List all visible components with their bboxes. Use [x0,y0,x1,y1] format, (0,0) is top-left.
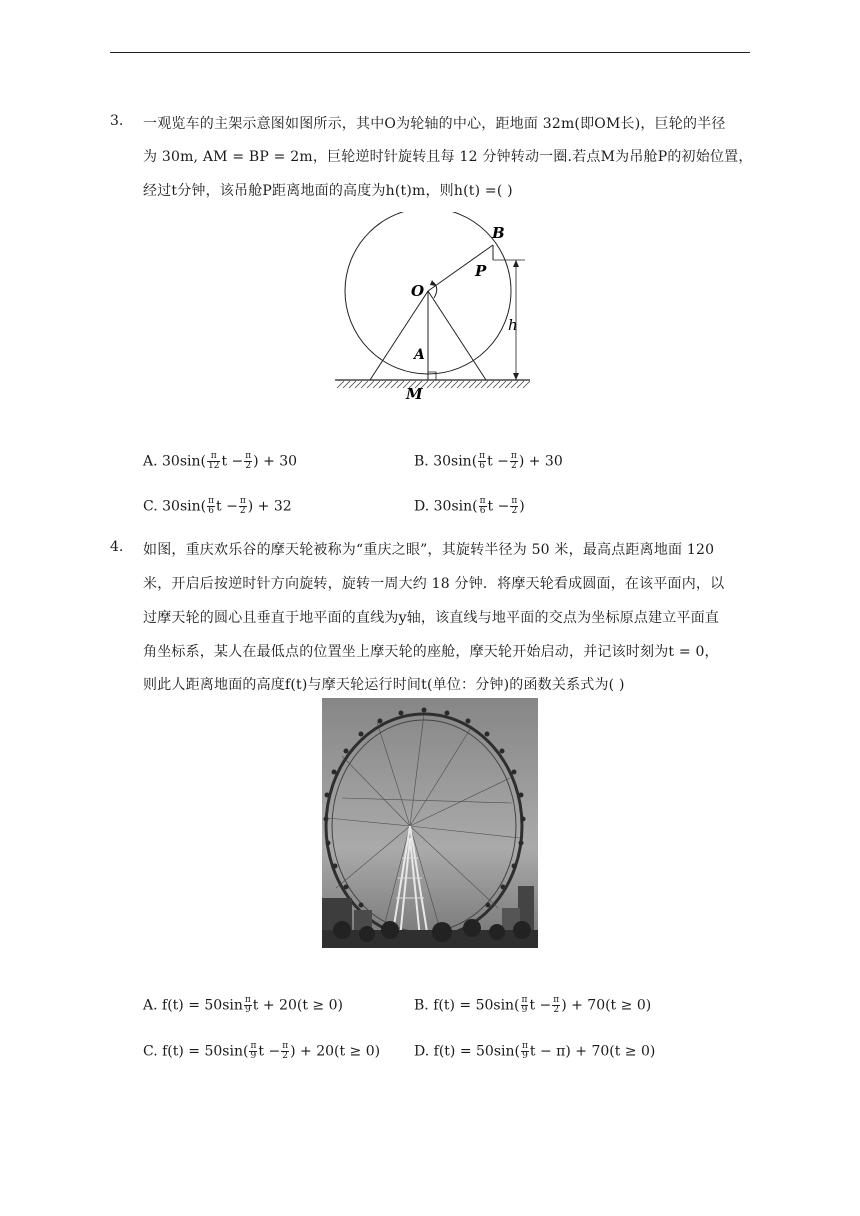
frac-num: π [521,995,528,1005]
option-expr-pre: 30sin( [162,453,206,470]
frac-den: 2 [245,461,252,471]
option-expr-pre: f(t) = 50sin( [162,1043,249,1060]
option-expr-post: ) + 30 [518,453,563,470]
label-a: A [414,347,425,363]
question-3-line-1: 一观览车的主架示意图如图所示，其中O为轮轴的中心，距地面 32m(即OM长)，巨轮的半径 [143,116,726,132]
frac-den: 9 [521,1005,528,1015]
option-expr-post: ) + 70(t ≥ 0) [561,997,652,1014]
question-3-line-2: 为 30m, AM = BP = 2m，巨轮逆时针旋转且每 12 分钟转动一圈.若点M为吊舱P的初始位置， [143,149,753,165]
label-h: h [508,316,518,334]
option-expr-post: ) + 32 [247,498,292,515]
question-3-line-3: 经过t分钟，该吊舱P距离地面的高度为h(t)m，则h(t) =( ) [143,183,513,199]
option-label: B. [414,997,429,1014]
frac-den: 12 [207,461,220,471]
frac-den: 9 [244,1005,251,1015]
frac-num: π [208,496,215,506]
question-4-line-3: 过摩天轮的圆心且垂直于地平面的直线为y轴，该直线与地平面的交点为坐标原点建立平面直 [143,610,720,626]
option-expr-mid: t + 20(t ≥ 0) [252,997,343,1014]
q4-option-c[interactable] [143,1042,380,1061]
frac-den: 9 [522,1051,528,1061]
frac-den: 2 [511,461,517,471]
option-expr-post: ) [519,498,525,515]
ground-hatching [337,381,530,388]
option-expr-pre: f(t) = 50sin [162,997,243,1014]
frac-den: 2 [282,1051,289,1061]
ferris-wheel-diagram [330,212,540,402]
label-p: P [475,262,487,280]
left-support [370,291,428,380]
arrow-up [513,260,519,267]
frac-num: π [511,496,518,506]
q3-option-a[interactable] [143,452,297,471]
option-expr-mid: t − [216,498,238,515]
option-expr-post: ) + 30 [253,453,298,470]
q4-option-a[interactable] [143,996,343,1015]
option-label: C. [143,1043,158,1060]
q3-option-c[interactable] [143,497,292,516]
question-4-line-1: 如图，重庆欢乐谷的摩天轮被称为“重庆之眼”，其旋转半径为 50 米，最高点距离地面 120 [143,542,715,558]
question-4-line-4: 角坐标系，某人在最低点的位置坐上摩天轮的座舱，摩天轮开始启动，并记该时刻为t = 0， [143,644,719,660]
option-expr-pre: f(t) = 50sin( [433,1043,520,1060]
option-expr-mid: t − [487,453,509,470]
q4-option-b[interactable] [414,996,651,1015]
option-label: B. [414,453,429,470]
frac-den: 6 [479,461,485,471]
option-label: C. [143,498,158,515]
frac-num: π [282,1041,289,1051]
frac-den: 6 [479,506,486,516]
frac-den: 2 [239,506,246,516]
rotation-arrowhead [430,280,436,286]
option-expr-pre: 30sin( [162,498,207,515]
frac-num: π [250,1041,257,1051]
option-label: A. [143,453,158,470]
option-expr-mid: t − [221,453,244,470]
frac-den: 6 [208,506,214,516]
option-expr-mid: t − [529,997,552,1014]
frac-num: π [244,995,251,1005]
frac-num: π [245,451,252,461]
right-support [428,291,486,380]
label-m: M [406,385,423,402]
frac-den: 2 [511,506,518,516]
frac-num: π [553,995,560,1005]
option-expr-pre: 30sin( [433,498,478,515]
option-expr-mid: t − [258,1043,281,1060]
option-expr-mid: t − [487,498,510,515]
option-label: D. [414,1043,430,1060]
q3-option-d[interactable] [414,497,525,516]
ferris-wheel-photo [322,698,538,948]
label-b: B [492,224,505,242]
question-4-number: 4. [110,539,124,555]
frac-num: π [239,496,246,506]
header-rule [110,52,750,53]
q4-option-d[interactable] [414,1042,655,1061]
option-expr-mid: t − π) + 70(t ≥ 0) [529,1043,656,1060]
right-angle-mark [428,372,436,380]
frac-num: π [479,451,486,461]
frac-den: 2 [553,1005,560,1015]
option-label: D. [414,498,430,515]
option-expr-pre: f(t) = 50sin( [433,997,520,1014]
arrow-down [513,373,519,380]
frac-num: π [521,1041,528,1051]
frac-den: 9 [250,1051,257,1061]
q3-option-b[interactable] [414,452,563,471]
question-3-number: 3. [110,113,124,129]
question-4-line-2: 米，开启后按逆时针方向旋转，旋转一周大约 18 分钟．将摩天轮看成圆面，在该平面内，以 [143,576,725,592]
question-4-line-5: 则此人距离地面的高度f(t)与摩天轮运行时间t(单位：分钟)的函数关系式为( ) [143,677,625,693]
frac-num: π [510,451,517,461]
label-o: O [411,282,425,300]
option-expr-pre: 30sin( [433,453,478,470]
frac-num: π [207,452,220,462]
option-expr-post: ) + 20(t ≥ 0) [290,1043,381,1060]
option-label: A. [143,997,158,1014]
frac-num: π [479,496,486,506]
